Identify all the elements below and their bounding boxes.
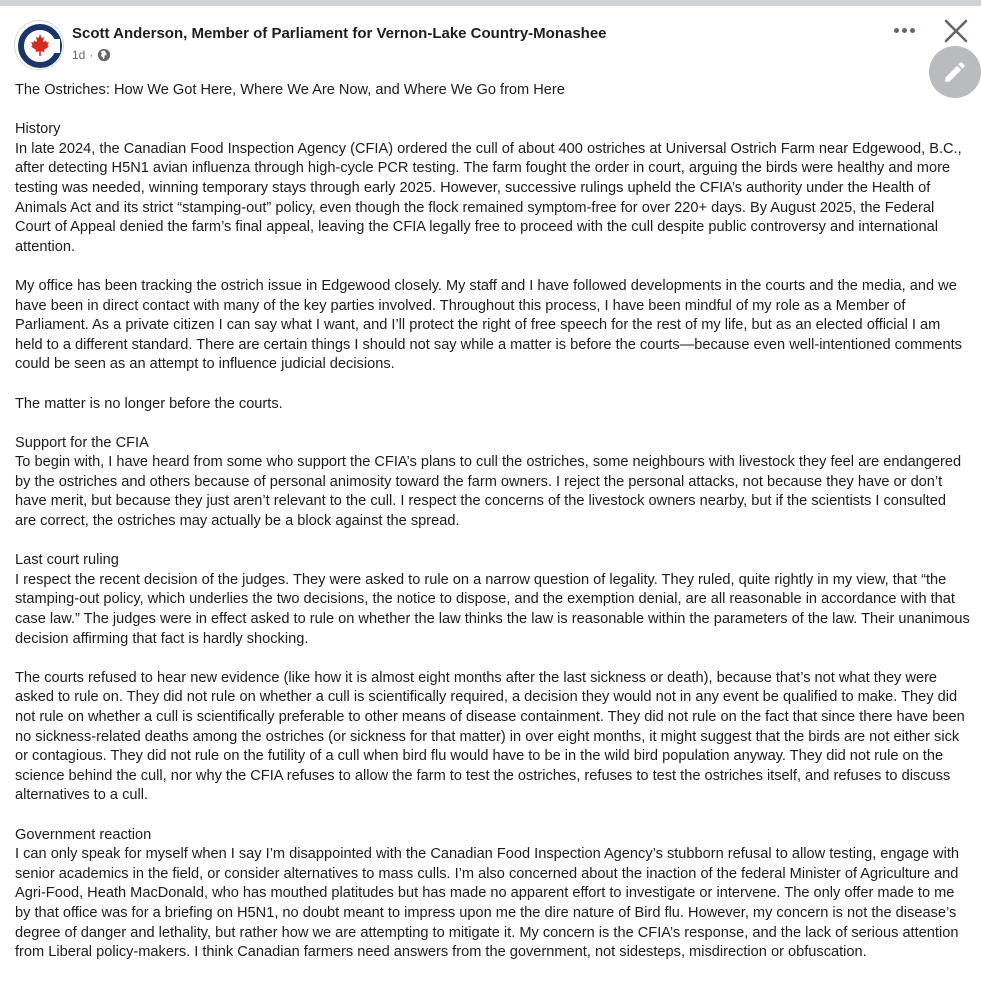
- conservative-logo-icon: [15, 21, 64, 70]
- more-options-dot: [902, 28, 907, 33]
- courts-paragraph: The courts refused to hear new evidence (like how it is almost eight months after the last sickness or death), because that’s not what they were asked to rule on. They did not rule on whether a cull is scientifically required, a decision they would not in any event be qualified to make. They did not rule on whether a cull is scientifically preferable to other means of disease containment. They did not rule on the fact that since there have been no sickness-related deaths among the ostriches (or sickness for that matter) in over eight months, it might suggest that the birds are not either sick or contagious. They did not rule on the futility of a cull when bird flu would have to be in the wild bird population anyway. They did not rule on the science behind the cull, nor why the CFIA refuses to allow the farm to test the ostriches, refuses to test the ostriches itself, and refuses to discuss alternatives to a cull.: [15, 669, 965, 804]
- support-section: [15, 434, 970, 532]
- support-paragraph: To begin with, I have heard from some who support the CFIA’s plans to cull the ostriches, some neighbours with livestock they feel are endangered by the ostriches and others because of personal animosity toward the farm owners. I reject the personal attacks, not because they have or don’t have merit, but because they just aren’t relevant to the cull. I respect the concerns of the livestock owners nearby, but if the scientists I consulted are correct, the ostriches may actually be a block against the spread.: [15, 454, 962, 530]
- history-paragraph: In late 2024, the Canadian Food Inspection Agency (CFIA) ordered the cull of about 400 ostriches at Universal Ostrich Farm near Edgewood, B.C., after detecting H5N1 avian influenza through high-cycle PCR testing. The farm fought the order in court, arguing the birds were healthy and more testing was needed, winning temporary stays through early 2025. However, successive rulings upheld the CFIA’s authority under the Health of Animals Act and its strict “stamping-out” policy, even though the flock remained symptom-free for over 220+ days. By August 2025, the Federal Court of Appeal denied the farm’s final appeal, leaving the CFIA legally free to proceed with the cull despite public controversy and international attention.: [15, 140, 962, 255]
- globe-icon: [97, 48, 111, 62]
- government-heading: Government reaction: [15, 826, 152, 843]
- government-paragraph: I can only speak for myself when I say I’m disappointed with the Canadian Food Inspection Agency’s stubborn refusal to allow testing, engage with senior academics in the field, or consider alternatives to mass culls. I’m also concerned about the inaction of the federal Minister of Agriculture and Agri-Food, Heath MacDonald, who has mouthed platitudes but has made no apparent effort to investigate or intervene. The only offer made to me by that office was for a briefing on H5N1, no doubt meant to impress upon me the dire nature of Bird flu. However, my concern is not the disease’s degree of danger and lethality, but rather how we are attempting to mitigate it. My concern is the CFIA’s response, and the lack of serious attention from Liberal policy-makers. I think Canadian farmers need answers from the government, not sidesteps, misdirection or obfuscation.: [15, 846, 960, 961]
- office-paragraph: My office has been tracking the ostrich issue in Edgewood closely. My staff and I have followed developments in the courts and the media, and we have been in direct contact with many of the key parties involved. Throughout this process, I have been mindful of my role as a Member of Parliament. As a private citizen I can say what I want, and I’ll protect the right of free speech for the rest of my life, but as an elected official I am held to a different standard. There are certain things I should not say while a matter is before the courts—because even well-intentioned comments could be seen as an attempt to influence judicial decisions.: [15, 277, 962, 373]
- history-section: [15, 120, 970, 257]
- post-meta: [72, 48, 111, 62]
- close-icon[interactable]: [943, 18, 969, 44]
- author-name[interactable]: Scott Anderson, Member of Parliament for Vernon-Lake Country-Monashee: [72, 25, 607, 42]
- matter-paragraph: The matter is no longer before the courts.: [15, 395, 283, 412]
- history-heading: History: [15, 121, 61, 138]
- support-heading: Support for the CFIA: [15, 434, 149, 451]
- more-options-button[interactable]: [889, 20, 919, 40]
- post-header: [14, 18, 969, 70]
- avatar[interactable]: [14, 20, 64, 70]
- ruling-heading: Last court ruling: [15, 552, 119, 569]
- post-title: The Ostriches: How We Got Here, Where We Are Now, and Where We Go from Here: [15, 82, 565, 98]
- post-body: [15, 81, 970, 982]
- meta-separator: ·: [89, 48, 94, 62]
- post-time[interactable]: 1d: [72, 48, 86, 62]
- ruling-paragraph: I respect the recent decision of the judges. They were asked to rule on a narrow question of legality. They ruled, quite rightly in my view, that “the stamping-out policy, which underlies the two decisions, the notice to dispose, and the exemption denial, are all reasonable in accordance with that case law.” The judges were in effect asked to rule on whether the law thinks the law is reasonable within the parameters of the law. Their unanimous decision affirming that fact is hardly shocking.: [15, 571, 970, 647]
- more-options-icon: [894, 28, 899, 33]
- government-section: [15, 826, 970, 963]
- more-options-dot: [910, 28, 915, 33]
- ruling-section: [15, 551, 970, 649]
- top-divider: [0, 0, 981, 6]
